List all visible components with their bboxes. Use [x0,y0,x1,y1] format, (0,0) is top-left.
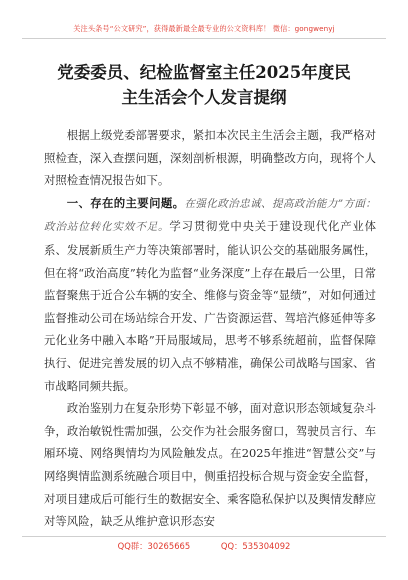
footer-qq: QQ：535304092 [220,541,291,551]
document-body [44,124,376,533]
title-line-2: 主生活会个人发言提纲 [121,88,287,107]
footer-divider [22,536,386,537]
footer-qq-group: QQ群：30265665 [117,541,191,551]
header-divider [22,38,386,39]
section-1-body: 学习贯彻党中央关于建设现代化产业体系、发展新质生产力等决策部署时，能认识公交的基础服务属性，但在将“政治高度”转化为监督“业务深度”上存在最后一公里，日常监督聚焦于近合公车辆的安全、维修与资金等“显绩”，对如何通过监督推动公司在场站综合开发、广告资源运营、驾培汽修延伸等多元化业务中融入本略”开局服域局，思考不够系统超前，监督保障执行、促进完善发展的切入点不够精准，确保公司战略与国家、省市战略同频共振。 [44,219,376,393]
section-1-lead: 在强化政治忠诚、提高政治能力”方面：政治站位转化实效不足。 [44,197,376,234]
section-1-paragraph [44,192,376,397]
header-banner: 关注头条号“公文研究”，获得最新最全最专业的公文资料库！ 微信：gongwenyj [73,24,335,33]
footer [0,540,408,552]
intro-paragraph: 根据上级党委部署要求，紧扣本次民主生活会主题，我严格对照检查，深入查摆问题，深刻剖析根源，明确整改方向，现将个人对照检查情况报告如下。 [44,128,376,188]
section-1-heading: 一、存在的主要问题。 [66,195,185,210]
document-title [30,60,378,110]
title-line-1: 党委委员、纪检监督室主任2025年度民 [57,63,351,82]
paragraph-2: 政治鉴别力在复杂形势下彰显不够，面对意识形态领域复杂斗争，政治敏锐性需加强，公交作为社会服务窗口，驾驶员言行、车厢环境、网络舆情均为风险触发点。在2025年推进“智慧公交”与网络舆情监测系统融合项目中，侧重招投标合规与资金安全监督，对项目建成后可能行生的数据安全、乘客隐私保护以及舆情发酵应对等风险，缺乏从维护意识形态安 [44,401,376,529]
